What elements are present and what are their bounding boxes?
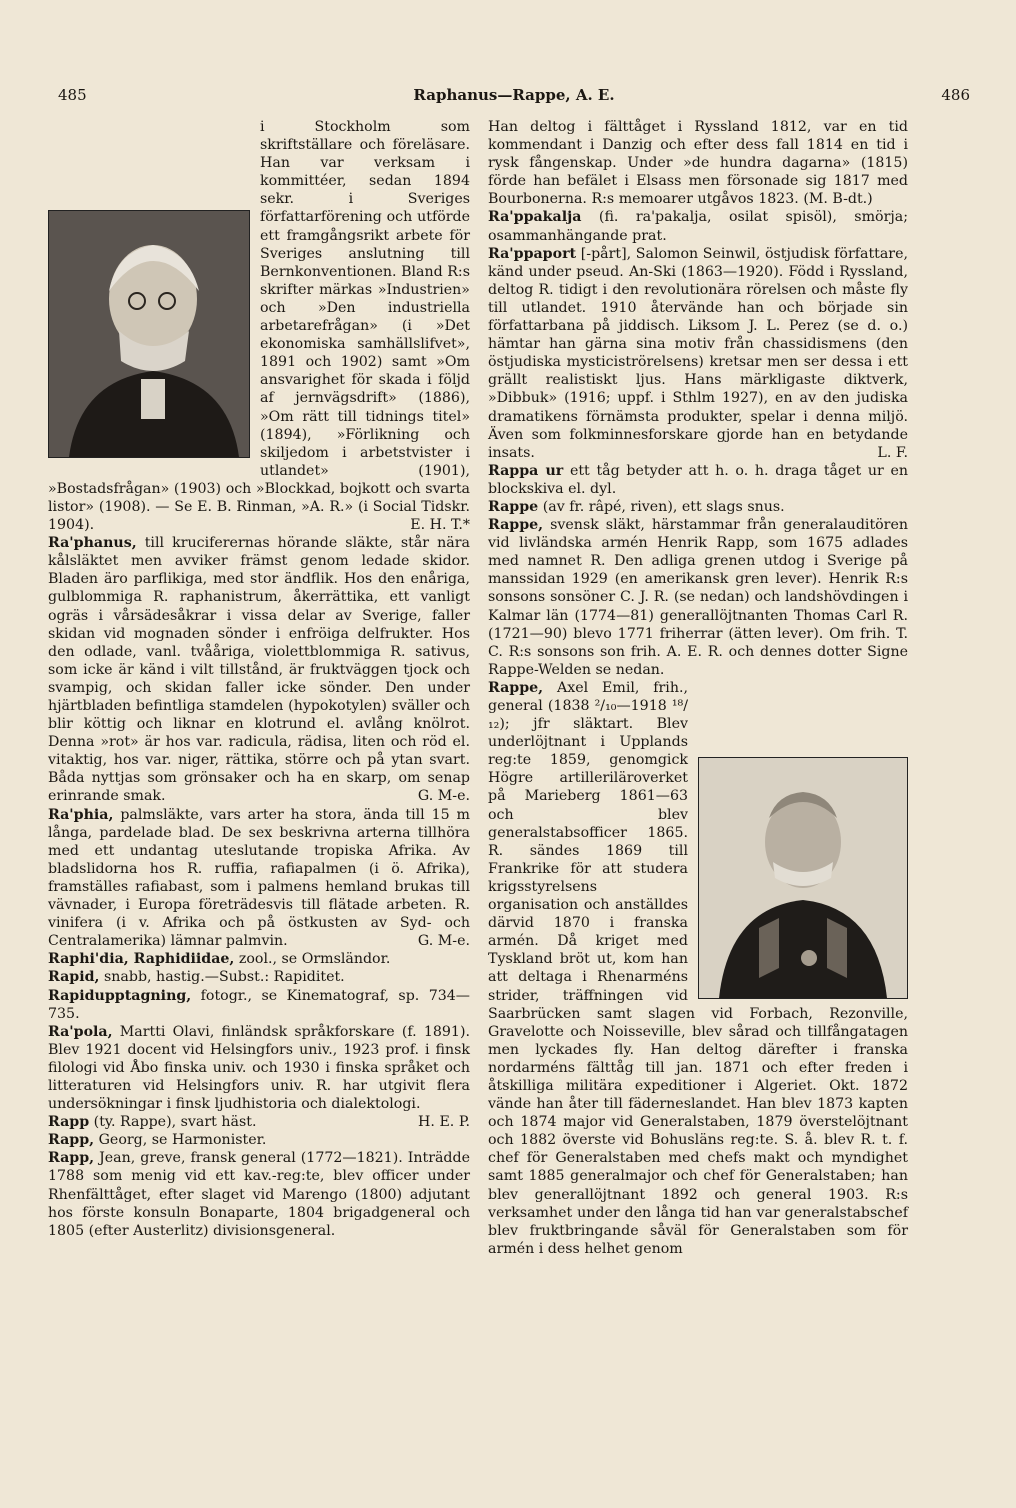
- entry-text: [-pårt], Salomon Seinwil, östjudisk författare, känd under pseud. An-Ski (1863—1920). Född i Ryssland, deltog R. tidigt i den revolutionära rörelsen och måste fly till utlandet. 1910 återvände han och började sin författarbana på jiddisch. Liksom J. L. Perez (se d. o.) hämtar han gärna sina motiv från chassidismens (den östjudiska mysticiströrelsens) kretsar men ser dessa i ett grällt realistiskt ljus. Hans märkligaste diktverk, »Dibbuk» (1916; uppf. i Sthlm 1927), en av den judiska dramatikens förnämsta produkter, spelar i denna miljö. Även som folkminnesforskare gjorde han en betydande insats.: [488, 245, 908, 461]
- signature: E. H. T.*: [410, 517, 470, 534]
- entry-continued-text: Han deltog i fälttåget i Ryssland 1812, var en tid kommendant i Danzig och efter dess fall 1814 en tid i rysk fångenskap. Under »de hundra dagarna» (1815) förde han befälet i Elsass men försonade sig 1817 med Bourbonerna. R:s memoarer utgåvos 1823. (M. B-dt.): [488, 119, 908, 208]
- entry-headword: Ra'ppakalja: [488, 209, 582, 226]
- running-title: Raphanus—Rappe, A. E.: [413, 86, 615, 104]
- entry-headword: Rapp: [48, 1114, 90, 1131]
- entry-headword: Ra'pola,: [48, 1023, 113, 1040]
- entry-text: fotogr., se Kinematograf, sp. 734—735.: [48, 987, 470, 1022]
- entry-rapp-horse: [48, 1113, 470, 1131]
- entry-headword: Rappe: [488, 498, 539, 515]
- entry-text: snabb, hastig.—Subst.: Rapiditet.: [99, 969, 345, 986]
- page-number-right: 486: [941, 86, 970, 104]
- entry-text: Georg, se Harmonister.: [94, 1132, 267, 1149]
- signature: G. M-e.: [417, 933, 470, 950]
- entry-headword: Rappe,: [488, 517, 544, 534]
- entry-headword: Raphi'dia, Raphidiidae,: [48, 951, 235, 968]
- entry-raphia: [48, 806, 470, 951]
- entry-rapidupptagning: [48, 987, 470, 1023]
- entry-raphanus: [48, 534, 470, 805]
- portrait-image: [49, 211, 249, 457]
- entry-text: (av fr. râpé, riven), ett slags snus.: [538, 498, 785, 515]
- entry-rappaport: [488, 245, 908, 462]
- entry-text: Axel Emil, frih., general (1838 ²/₁₀—1918 ¹⁸/₁₂); jfr släktart. Blev underlöjtnant i Upplands reg:te 1859, genomgick Högre artilleriläroverket på Marieberg 1861—63 och blev generalstabsofficer 1865. R. sändes 1869 till Frankrike för att studera krigsstyrelsens organisation och anställdes därvid 1870 i franska armén. Då kriget med Tyskland bröt ut, kom han att deltaga i Rhenarméns strider, träffningen vid Saarbrücken samt slagen vid Forbach, Rezonville, Gravelotte och Noisseville, blev sårad och tillfångatagen men lyckades fly. Han deltog därefter i franska nordarméns fälttåg till jan. 1871 och efter freden i åtskilliga militära expeditioner i Algeriet. Okt. 1872 vände han åter till fäderneslandet. Han blev 1873 kapten och 1874 major vid Generalstaben, 1879 överstelöjtnant och 1882 överste vid Bohusläns reg:te. S. å. blev R. t. f. chef för Generalstaben med chefs makt och myndighet samt 1885 generalmajor och chef för Generalstaben; han blev generallöjtnant 1892 och general 1903. R:s verksamhet under den långa tid han var generalstabschef blev fruktbringande såväl för Generalstaben som för armén i dess helhet genom: [488, 679, 908, 1257]
- entry-rapp-jean: [48, 1149, 470, 1239]
- page-header: [58, 86, 970, 112]
- entry-headword: Ra'phanus,: [48, 535, 137, 552]
- entry-headword: Rappa ur: [488, 462, 564, 479]
- entry-rapp-georg: [48, 1131, 470, 1149]
- entry-text: ett tåg betyder att h. o. h. draga tåget ur en blockskiva el. dyl.: [488, 462, 909, 497]
- entry-text: Jean, greve, fransk general (1772—1821). Inträdde 1788 som menig vid ett kav.-reg:te, blev officer under Rhenfälttåget, efter slaget vid Marengo (1800) adjutant hos förste konsuln Bonaparte, 1804 brigadgeneral och 1805 (efter Austerlitz) divisionsgeneral.: [48, 1150, 470, 1239]
- entry-headword: Rapp,: [48, 1132, 95, 1149]
- entry-headword: Rapidupptagning,: [48, 987, 192, 1004]
- entry-text: (ty. Rappe), svart häst.: [89, 1114, 257, 1131]
- entry-headword: Ra'ppaport: [488, 245, 577, 262]
- portrait-photo-general: [698, 757, 908, 999]
- signature: H. E. P.: [418, 1114, 470, 1131]
- entry-text: palmsläkte, vars arter ha stora, ända till 15 m långa, pardelade blad. De sex beskrivna arterna tillhöra med ett undantag uteslutande tropiska Afrika. Av bladslidorna hos R. ruffia, rafiapalmen (i ö. Afrika), framställes rafiabast, som i palmens hemland brukas till vävnader, i Europa företrädesvis till flätade arbeten. R. vinifera (i v. Afrika och på östkusten av Syd- och Centralamerika) lämnar palmvin.: [48, 806, 470, 950]
- entry-text: till kruciferernas hörande släkte, står nära kålsläktet men avviker främst genom ledade skidor. Bladen äro parflikiga, med stor ändflik. Hos den enåriga, gulblommiga R. raphanistrum, åkerrättika, ett vanligt ogräs i vårsädesåkrar i vissa delar av Sverige, faller skidan vid mognaden sönder i enfröiga delfrukter. Hos den odlade, vanl. tvååriga, violettblommiga R. sativus, som icke är känd i vilt tillstånd, är fruktväggen tjock och svampig, och skidan faller icke sönder. Den under hjärtbladen befintliga stamdelen (hypokotylen) sväller och blir köttig och liknar en klotrund el. avlång knölrot. Denna »rot» är hos var. radicula, rädisa, liten och röd el. vitaktig, hos var. niger, rättika, större och på ytan svart. Båda nyttjas som grönsaker och ha en skarp, om senap erinrande smak.: [48, 535, 470, 805]
- signature: L. F.: [877, 444, 908, 461]
- entry-rapid: [48, 968, 470, 986]
- entry-raphidia: [48, 950, 470, 968]
- page-number-left: 485: [58, 86, 87, 104]
- entry-headword: Rapp,: [48, 1150, 95, 1167]
- left-column: [48, 118, 470, 1240]
- entry-text: svensk släkt, härstammar från generalauditören vid livländska armén Henrik Rapp, som 1675 adlades med namnet R. Den adliga grenen utdog i Sverige på manssidan 1929 (en amerikansk gren lever). Henrik R:s sonsons sonsöner C. J. R. (se nedan) och landshövdingen i Kalmar län (1774—81) generallöjtnanten Thomas Carl R. (1721—90) blevo 1771 friherrar (ätten lever). Om frih. T. C. R:s sonsons son frih. A. E. R. och dennes dotter Signe Rappe-Welden se nedan.: [488, 517, 908, 678]
- entry-rappakalja: [488, 208, 908, 244]
- entry-text: zool., se Ormsländor.: [234, 951, 391, 968]
- entry-rappa-ur: [488, 462, 908, 498]
- entry-rappe-snus: [488, 498, 908, 516]
- entry-headword: Rapid,: [48, 969, 100, 986]
- entry-rappe-family: [488, 516, 908, 679]
- entry-headword: Rappe,: [488, 679, 544, 696]
- entry-text: i Stockholm som skriftställare och föreläsare. Han var verksam i kommittéer, sedan 1894 sekr. i Sveriges författarförening och utförde ett framgångsrikt arbete för Sveriges anslutning till Bernkonventionen. Bland R:s skrifter märkas »Industrien» och »Den industriella arbetarefrågan» (i »Det ekonomiska samhällslifvet», 1891 och 1902) samt »Om ansvarighet för skada i följd af jernvägsdrift» (1886), »Om rätt till tidnings titel» (1894), »Förlikning och skiljedom i arbetstvister i utlandet» (1901), »Bostadsfrågan» (1903) och »Blockkad, bojkott och svarta listor» (1908). — Se E. B. Rinman, »A. R.» (i Social Tidskr. 1904).: [48, 119, 470, 534]
- entry-text: Martti Olavi, finländsk språkforskare (f. 1891). Blev 1921 docent vid Helsingfors univ., 1923 prof. i finsk filologi vid Åbo finska univ. och 1930 i finska språket och litteraturen vid Helsingfors univ. R. har utgivit flera undersökningar i finsk ljudhistoria och dialektologi.: [48, 1023, 470, 1113]
- entry-text: (fi. ra'pakalja, osilat spisöl), smörja; osammanhängande prat.: [488, 209, 908, 244]
- portrait-photo-bearded-man: [48, 210, 250, 458]
- right-column: [488, 118, 908, 1258]
- portrait-image: [699, 758, 907, 998]
- entry-headword: Ra'phia,: [48, 806, 114, 823]
- signature: G. M-e.: [417, 788, 470, 805]
